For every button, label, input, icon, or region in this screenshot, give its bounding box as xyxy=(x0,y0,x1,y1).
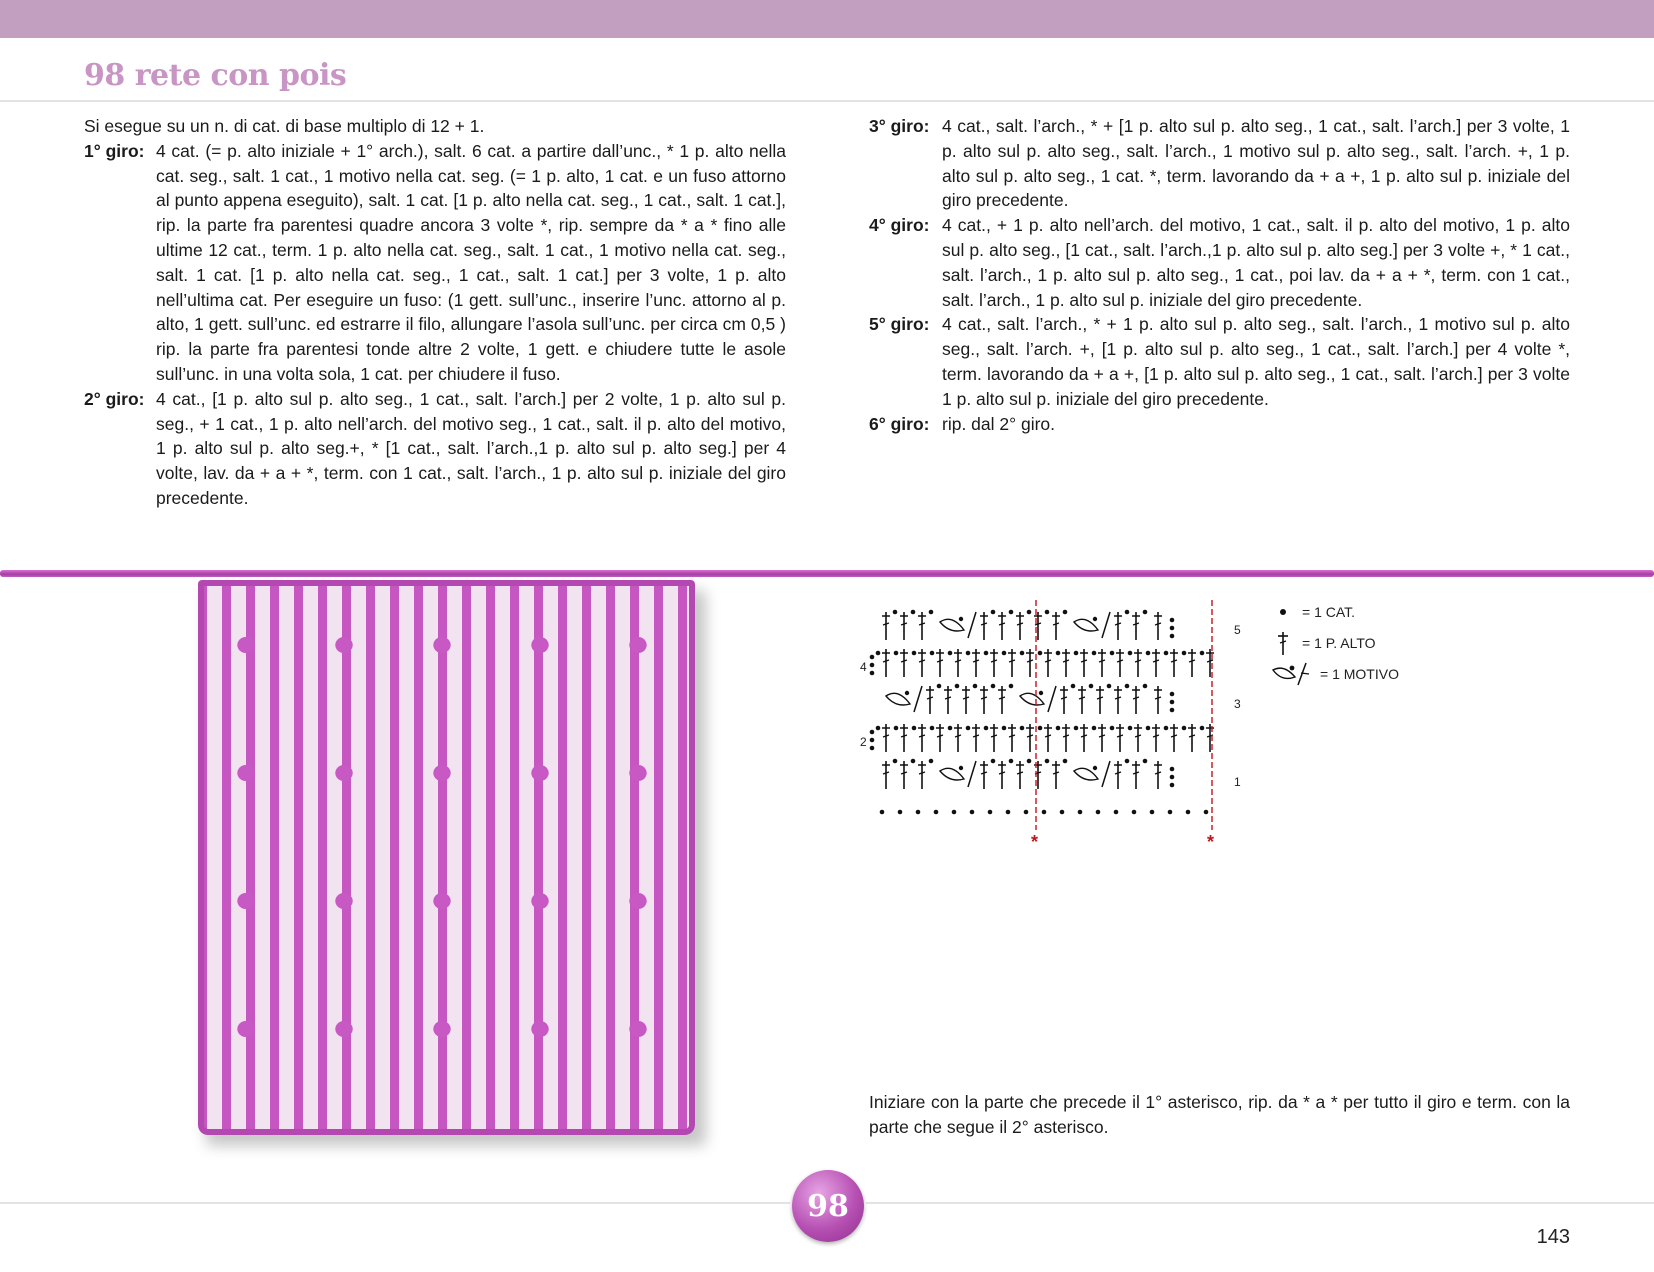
chain-dot xyxy=(894,726,899,731)
chain-dot xyxy=(991,759,996,764)
chain-dot xyxy=(1009,610,1014,615)
repeat-asterisk-1: * xyxy=(1031,832,1039,852)
round-1 xyxy=(84,139,786,387)
motif-stitch xyxy=(1102,761,1110,787)
legend-text: = 1 CAT. xyxy=(1302,603,1356,620)
round-label: 6° giro: xyxy=(869,413,930,434)
chain-dot xyxy=(880,810,885,815)
chain-dot xyxy=(1042,810,1047,815)
row-label-2: 2 xyxy=(860,735,867,749)
legend-text: = 1 MOTIVO xyxy=(1320,665,1399,682)
chain-dot xyxy=(934,810,939,815)
footer-divider-right xyxy=(866,1202,1654,1204)
chain-dot xyxy=(1045,610,1050,615)
round-text: 4 cat. (= p. alto iniziale + 1° arch.), salt. 6 cat. a partire dall’unc., * 1 p. alto nella cat. seg., salt. 1 cat., 1 motivo nella cat. seg. (= 1 p. alto, 1 cat. e un fuso attorno al punto appena eseguito), salt. 1 cat. [1 p. alto nella cat. seg., 1 cat., salt. 1 cat.], rip. la parte fra parentesi quadre ancora 3 volte *, rip. sempre da * a * fino alle ultime 12 cat., term. 1 p. alto nella cat. seg., salt. 1 cat., 1 motivo nella cat. seg., salt. 1 cat. [1 p. alto nella cat. seg., 1 cat., salt. 1 cat.] per 3 volte, 1 p. alto nell’ultima cat. Per eseguire un fuso: (1 gett. sull’unc., inserire l’unc. attorno al p. alto, 1 gett. sull’unc. ed estrarre il filo, allungare l’asola sull’unc. per circa cm 0,5 ) rip. la parte fra parentesi tonde altre 2 volte, 1 gett. e chiudere tutte le asole sull’unc. in una volta sola, 1 cat. per chiudere il fuso. xyxy=(156,140,786,384)
chain-dot xyxy=(1143,610,1148,615)
chain-dot xyxy=(1146,651,1151,656)
chain-dot xyxy=(1006,810,1011,815)
chain-dot xyxy=(911,759,916,764)
double-crochet-icon xyxy=(1270,629,1296,657)
repeat-note: Iniziare con la parte che precede il 1° asterisco, rip. da * a * per tutto il giro e term. con la parte che segue il 2° asterisco. xyxy=(869,1092,1570,1137)
chain-dot xyxy=(988,810,993,815)
chain-dot xyxy=(1078,810,1083,815)
chain-dot xyxy=(1002,726,1007,731)
chain-dot xyxy=(1107,684,1112,689)
chain-dot xyxy=(1128,726,1133,731)
chain-dot xyxy=(1009,684,1014,689)
chart-legend xyxy=(1270,596,1399,689)
chain-dot xyxy=(930,651,935,656)
chain-dot xyxy=(966,651,971,656)
motif-dot xyxy=(1039,691,1043,695)
chain-dot xyxy=(1092,726,1097,731)
chain-dot xyxy=(870,671,875,676)
motif-dot xyxy=(905,691,909,695)
repeat-asterisk-2: * xyxy=(1207,832,1215,852)
motif-icon xyxy=(1270,660,1314,688)
chain-dot xyxy=(991,684,996,689)
legend-text: = 1 P. ALTO xyxy=(1302,634,1376,651)
motif-stitch xyxy=(1102,612,1110,638)
title-divider xyxy=(0,100,1654,102)
chain-dot xyxy=(1071,684,1076,689)
chain-dot xyxy=(984,651,989,656)
chain-dot xyxy=(952,810,957,815)
motif-stitch xyxy=(968,761,976,787)
motif-dot xyxy=(959,617,963,621)
intro-text: Si esegue su un n. di cat. di base multiplo di 12 + 1. xyxy=(84,116,485,136)
chain-dot xyxy=(1170,692,1175,697)
chain-dot xyxy=(948,651,953,656)
round-text: 4 cat., salt. l’arch., * + [1 p. alto sul p. alto seg., 1 cat., salt. l’arch.] per 3 volte, 1 p. alto sul p. alto seg., salt. l’arch., 1 motivo sul p. alto seg., salt. l’arch. +, 1 p. alto sul p. alto seg., 1 cat. *, term. lavorando da + a +, 1 p. alto sul p. iniziale del giro precedente. xyxy=(942,116,1570,211)
chain-dot xyxy=(1132,810,1137,815)
chain-dot xyxy=(893,759,898,764)
chain-dot xyxy=(1074,651,1079,656)
chain-dot xyxy=(1125,610,1130,615)
chain-dot xyxy=(1170,708,1175,713)
chain-dot xyxy=(912,651,917,656)
chain-dot xyxy=(984,726,989,731)
chain-dot xyxy=(1164,651,1169,656)
round-3 xyxy=(869,114,1570,213)
chain-dot xyxy=(966,726,971,731)
chain-dot xyxy=(1170,634,1175,639)
page-title: 98 rete con pois xyxy=(84,58,347,93)
stitch-chart xyxy=(860,590,1260,855)
legend-item-chain xyxy=(1270,596,1399,627)
chain-dot xyxy=(912,726,917,731)
motif-dot xyxy=(1093,766,1097,770)
chain-dot xyxy=(1038,651,1043,656)
round-text: rip. dal 2° giro. xyxy=(942,413,1056,434)
row-label-3: 3 xyxy=(1234,697,1241,711)
chain-dot xyxy=(929,759,934,764)
round-2 xyxy=(84,387,786,511)
chain-dot xyxy=(929,610,934,615)
chain-dot xyxy=(1200,726,1205,731)
top-color-band xyxy=(0,0,1654,38)
row-label-5: 5 xyxy=(1234,623,1241,637)
chain-dot xyxy=(1170,775,1175,780)
chain-dot xyxy=(898,810,903,815)
chain-dot xyxy=(1056,651,1061,656)
chain-dot xyxy=(970,810,975,815)
chain-dot xyxy=(1063,759,1068,764)
chain-dot xyxy=(1168,810,1173,815)
chain-dot xyxy=(916,810,921,815)
chain-dot xyxy=(1182,726,1187,731)
chain-dot xyxy=(1114,810,1119,815)
yarn-ball-badge xyxy=(792,1170,864,1242)
chain-dot xyxy=(1170,618,1175,623)
chain-dot xyxy=(948,726,953,731)
round-label: 3° giro: xyxy=(869,116,930,136)
yarn-strand xyxy=(0,570,1654,577)
chain-dot xyxy=(870,663,875,668)
chain-dot xyxy=(876,651,881,656)
chain-dot xyxy=(870,746,875,751)
chain-dot xyxy=(1020,726,1025,731)
chain-dot xyxy=(1200,651,1205,656)
chain-dot xyxy=(1170,626,1175,631)
round-6 xyxy=(869,412,1570,437)
chain-dot xyxy=(1128,651,1133,656)
chain-dot xyxy=(1164,726,1169,731)
chain-dot xyxy=(1182,651,1187,656)
round-text: 4 cat., salt. l’arch., * + 1 p. alto sul p. alto seg., salt. l’arch., 1 motivo sul p. alto seg., salt. l’arch. +, [1 p. alto sul p. alto seg., 1 cat., salt. l’arch.] per 4 volte *, term. lavorando da + a +, [1 p. alto sul p. alto seg., 1 cat., salt. l’arch.] per 3 volte 1 p. alto sul p. iniziale del giro precedente. xyxy=(942,314,1570,409)
chain-dot xyxy=(1024,810,1029,815)
chain-dot xyxy=(1002,651,1007,656)
chain-dot xyxy=(1170,700,1175,705)
round-text: 4 cat., + 1 p. alto nell’arch. del motivo, 1 cat., salt. il p. alto del motivo, 1 p. alto sul p. alto seg., [1 cat., salt. l’arch.,1 p. alto sul p. alto seg.] per 3 volte +, * 1 cat., salt. l’arch., 1 p. alto sul p. alto seg., 1 cat., poi lav. da + a + *, term. con 1 cat., salt. l’arch., 1 p. alto sul p. iniziale del giro precedente. xyxy=(942,215,1570,310)
chain-dot xyxy=(1063,610,1068,615)
chain-dot xyxy=(1038,726,1043,731)
chain-dot xyxy=(1110,651,1115,656)
chain-dot xyxy=(876,726,881,731)
round-4 xyxy=(869,213,1570,312)
chain-dot xyxy=(973,684,978,689)
chain-dot xyxy=(1092,651,1097,656)
chain-dot xyxy=(1170,783,1175,788)
chain-dot xyxy=(870,655,875,660)
chain-dot xyxy=(1143,684,1148,689)
chain-dot xyxy=(1204,810,1209,815)
chain-dot xyxy=(893,610,898,615)
chain-dot xyxy=(1146,726,1151,731)
chain-dot xyxy=(1096,810,1101,815)
motif-dot xyxy=(959,766,963,770)
row-label-1: 1 xyxy=(1234,775,1241,789)
chain-dot xyxy=(1027,610,1032,615)
chain-dot xyxy=(1143,759,1148,764)
chain-dot xyxy=(911,610,916,615)
round-label: 2° giro: xyxy=(84,388,145,409)
chain-dot xyxy=(1060,810,1065,815)
chain-dot-icon xyxy=(1270,602,1296,622)
page-number: 143 xyxy=(1536,1226,1570,1248)
instructions-right-column xyxy=(869,114,1570,436)
chain-dot xyxy=(1027,759,1032,764)
chain-dot xyxy=(1020,651,1025,656)
chain-dot xyxy=(1110,726,1115,731)
chain-dot xyxy=(1186,810,1191,815)
chain-dot xyxy=(1009,759,1014,764)
chain-dot xyxy=(955,684,960,689)
motif-stitch xyxy=(914,686,922,712)
chain-dot xyxy=(1150,810,1155,815)
chain-dot xyxy=(1045,759,1050,764)
footer-divider-left xyxy=(0,1202,790,1204)
round-label: 4° giro: xyxy=(869,215,930,236)
chain-dot xyxy=(1089,684,1094,689)
chain-dot xyxy=(870,730,875,735)
instructions-left-column xyxy=(84,114,786,511)
legend-item-motif xyxy=(1270,658,1399,689)
round-label: 1° giro: xyxy=(84,140,145,161)
chain-dot xyxy=(1170,767,1175,772)
chain-dot xyxy=(1056,726,1061,731)
chain-dot xyxy=(991,610,996,615)
row-label-4: 4 xyxy=(860,660,867,674)
legend-item-double-crochet xyxy=(1270,627,1399,658)
crochet-swatch-photo xyxy=(198,580,695,1135)
chain-dot xyxy=(894,651,899,656)
motif-dot xyxy=(1093,617,1097,621)
round-label: 5° giro: xyxy=(869,314,930,335)
round-text: 4 cat., [1 p. alto sul p. alto seg., 1 cat., salt. l’arch.] per 2 volte, 1 p. alto sul p. seg., + 1 cat., 1 p. alto nell’arch. del motivo seg., 1 cat., salt. il p. alto del motivo, 1 p. alto sul p. alto seg.+, * [1 cat., salt. l’arch.,1 p. alto sul p. alto seg.] per 4 volte, lav. da + a + *, term. con 1 cat., salt. l’arch., 1 p. alto sul p. iniziale del giro precedente. xyxy=(156,388,786,508)
motif-stitch xyxy=(968,612,976,638)
chain-dot xyxy=(1074,726,1079,731)
motif-stitch xyxy=(1048,686,1056,712)
chain-dot xyxy=(1125,684,1130,689)
round-5 xyxy=(869,312,1570,411)
chain-dot xyxy=(930,726,935,731)
chain-dot xyxy=(937,684,942,689)
chain-dot xyxy=(1125,759,1130,764)
badge-number: 98 xyxy=(807,1188,849,1224)
chain-dot xyxy=(870,738,875,743)
